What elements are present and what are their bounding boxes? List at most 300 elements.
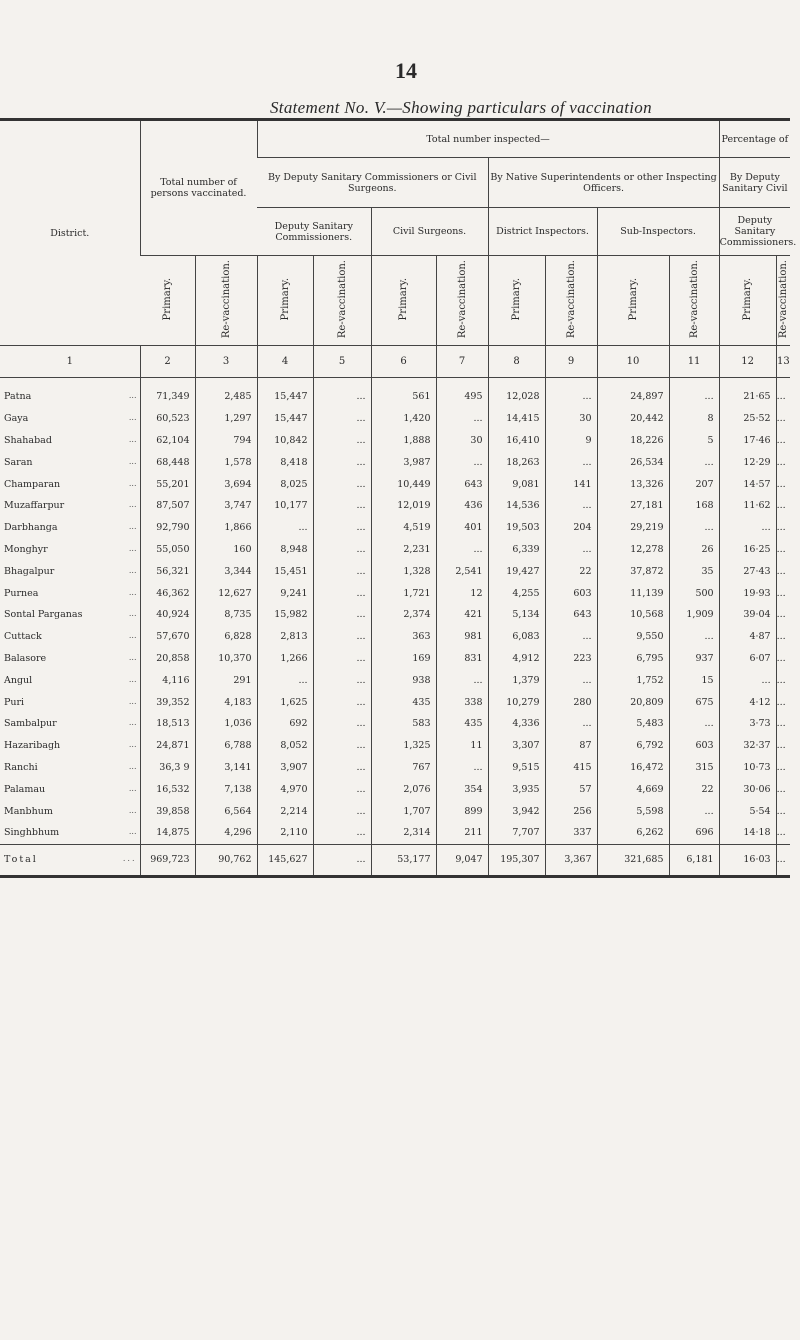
percentage-header: Percentage of <box>719 120 790 158</box>
data-cell: 6·07 <box>719 648 776 670</box>
district-cell <box>0 626 140 648</box>
data-cell: 9 <box>545 430 597 452</box>
district-name: Hazaribagh <box>4 740 61 752</box>
primary-label: Primary. <box>279 277 291 321</box>
data-cell: 87,507 <box>140 495 195 517</box>
table-row <box>0 539 790 561</box>
data-cell: ... <box>436 539 488 561</box>
data-cell: 2,813 <box>257 626 313 648</box>
data-cell: ... <box>545 713 597 735</box>
data-cell: 675 <box>669 691 719 713</box>
data-cell: 2,485 <box>195 386 257 408</box>
table-row <box>0 757 790 779</box>
data-cell: ... <box>313 757 371 779</box>
data-cell: 4,183 <box>195 691 257 713</box>
district-name: Gaya <box>4 413 29 425</box>
leader-dots: ... <box>128 500 137 510</box>
district-name: Muzaffarpur <box>4 500 65 512</box>
data-cell: ... <box>776 800 790 822</box>
data-cell: 421 <box>436 604 488 626</box>
district-name: Darbhanga <box>4 522 58 534</box>
data-cell: ... <box>313 582 371 604</box>
data-cell: 2,110 <box>257 822 313 844</box>
data-cell: 12 <box>436 582 488 604</box>
leader-dots: ... <box>128 631 137 641</box>
data-cell: 12·29 <box>719 451 776 473</box>
table-row <box>0 735 790 757</box>
data-cell: 16,472 <box>597 757 669 779</box>
leader-dots: ... <box>128 434 137 444</box>
primary-label: Primary. <box>742 277 754 321</box>
total-vaccinated-header: Total number of persons vaccinated. <box>140 120 257 256</box>
data-cell: 26 <box>669 539 719 561</box>
data-cell: 3·73 <box>719 713 776 735</box>
district-name: Sontal Parganas <box>4 609 83 621</box>
column-number: 11 <box>669 346 719 378</box>
leader-dots: ... <box>128 391 137 401</box>
data-cell: 10,279 <box>488 691 545 713</box>
data-cell: 5·54 <box>719 800 776 822</box>
primary-header <box>257 256 313 346</box>
spacer-cell <box>313 378 371 387</box>
leader-dots: ... <box>128 522 137 532</box>
data-cell: 195,307 <box>488 844 545 876</box>
district-name: Total <box>4 854 38 866</box>
data-cell: ... <box>669 626 719 648</box>
data-cell: 15,982 <box>257 604 313 626</box>
column-number: 4 <box>257 346 313 378</box>
district-cell <box>0 495 140 517</box>
data-cell: 435 <box>436 713 488 735</box>
data-cell: 4,255 <box>488 582 545 604</box>
data-cell: ... <box>669 713 719 735</box>
data-cell: 68,448 <box>140 451 195 473</box>
data-cell: 10,370 <box>195 648 257 670</box>
revaccination-header <box>436 256 488 346</box>
data-cell: 55,050 <box>140 539 195 561</box>
data-cell: ... <box>313 517 371 539</box>
district-cell <box>0 451 140 473</box>
revaccination-label: Re-vaccination. <box>565 259 577 339</box>
data-cell: 24,871 <box>140 735 195 757</box>
data-cell: 26,534 <box>597 451 669 473</box>
statement-title: Statement No. V.—Showing particulars of vaccination <box>270 98 652 117</box>
data-cell: 207 <box>669 473 719 495</box>
district-name: Puri <box>4 696 25 708</box>
district-cell <box>0 713 140 735</box>
data-cell: ... <box>545 539 597 561</box>
data-cell: 141 <box>545 473 597 495</box>
data-cell: 11·62 <box>719 495 776 517</box>
spacer-cell <box>371 378 436 387</box>
data-cell: ... <box>776 757 790 779</box>
data-cell: 643 <box>436 473 488 495</box>
data-cell: 401 <box>436 517 488 539</box>
data-cell: 12,627 <box>195 582 257 604</box>
data-cell: 767 <box>371 757 436 779</box>
data-cell: 363 <box>371 626 436 648</box>
data-cell: 3,344 <box>195 560 257 582</box>
column-number: 3 <box>195 346 257 378</box>
data-cell: ... <box>776 582 790 604</box>
spacer-cell <box>669 378 719 387</box>
data-cell: 14·57 <box>719 473 776 495</box>
data-cell: 6,792 <box>597 735 669 757</box>
data-cell: 16·25 <box>719 539 776 561</box>
data-cell: 4·12 <box>719 691 776 713</box>
data-cell: 3,747 <box>195 495 257 517</box>
table-row <box>0 713 790 735</box>
vaccination-table <box>0 118 797 878</box>
data-cell: 981 <box>436 626 488 648</box>
data-cell: ... <box>313 495 371 517</box>
data-cell: ... <box>545 451 597 473</box>
data-cell: 5,598 <box>597 800 669 822</box>
data-cell: 969,723 <box>140 844 195 876</box>
table-row <box>0 386 790 408</box>
data-cell: 30 <box>545 408 597 430</box>
district-cell <box>0 800 140 822</box>
district-cell <box>0 604 140 626</box>
data-cell: 14,415 <box>488 408 545 430</box>
data-cell: ... <box>776 451 790 473</box>
column-number: 5 <box>313 346 371 378</box>
data-cell: ... <box>313 822 371 844</box>
data-cell: 4,336 <box>488 713 545 735</box>
data-cell: ... <box>313 691 371 713</box>
district-cell <box>0 669 140 691</box>
data-cell: 1,707 <box>371 800 436 822</box>
data-cell: 831 <box>436 648 488 670</box>
primary-label: Primary. <box>398 277 410 321</box>
district-cell <box>0 517 140 539</box>
data-cell: 2,214 <box>257 800 313 822</box>
data-cell: ... <box>669 517 719 539</box>
data-cell: 15,451 <box>257 560 313 582</box>
data-cell: 315 <box>669 757 719 779</box>
column-number-row <box>0 346 790 378</box>
data-cell: ... <box>313 560 371 582</box>
leader-dots: ... <box>128 543 137 553</box>
district-name: Ranchi <box>4 761 38 773</box>
district-name: Angul <box>4 674 33 686</box>
data-cell: 22 <box>545 560 597 582</box>
primary-label: Primary. <box>161 277 173 321</box>
data-cell: ... <box>313 473 371 495</box>
leader-dots: ... <box>128 827 137 837</box>
district-cell <box>0 822 140 844</box>
data-cell: ... <box>776 517 790 539</box>
district-name: Monghyr <box>4 543 48 555</box>
data-cell: 9,047 <box>436 844 488 876</box>
vaccination-table-wrapper <box>0 118 800 878</box>
data-cell: 938 <box>371 669 436 691</box>
data-cell: ... <box>776 604 790 626</box>
data-cell: 92,790 <box>140 517 195 539</box>
data-cell: ... <box>776 386 790 408</box>
data-cell: 8 <box>669 408 719 430</box>
leader-dots: ... <box>128 783 137 793</box>
data-cell: 6,339 <box>488 539 545 561</box>
data-cell: ... <box>313 669 371 691</box>
data-cell: 25·52 <box>719 408 776 430</box>
data-cell: 1,888 <box>371 430 436 452</box>
leader-dots: ... <box>128 761 137 771</box>
district-cell <box>0 691 140 713</box>
table-row <box>0 582 790 604</box>
data-cell: 15,447 <box>257 408 313 430</box>
data-cell: 794 <box>195 430 257 452</box>
data-cell: 583 <box>371 713 436 735</box>
data-cell: ... <box>313 430 371 452</box>
by-deputy-civil-pct-header: By Deputy Sanitary Civil <box>719 158 790 208</box>
data-cell: 15 <box>669 669 719 691</box>
data-cell: 16,532 <box>140 778 195 800</box>
data-cell: 12,278 <box>597 539 669 561</box>
data-cell: ... <box>313 451 371 473</box>
data-cell: 39,352 <box>140 691 195 713</box>
district-cell <box>0 386 140 408</box>
primary-header <box>488 256 545 346</box>
data-cell: ... <box>257 517 313 539</box>
data-cell: 35 <box>669 560 719 582</box>
data-cell: 415 <box>545 757 597 779</box>
district-cell <box>0 778 140 800</box>
data-cell: ... <box>313 713 371 735</box>
data-cell: 145,627 <box>257 844 313 876</box>
data-cell: 53,177 <box>371 844 436 876</box>
data-cell: 1,266 <box>257 648 313 670</box>
district-cell <box>0 560 140 582</box>
data-cell: 899 <box>436 800 488 822</box>
column-number: 10 <box>597 346 669 378</box>
data-cell: 40,924 <box>140 604 195 626</box>
data-cell: 11,139 <box>597 582 669 604</box>
column-number: 9 <box>545 346 597 378</box>
data-cell: ... <box>669 800 719 822</box>
district-cell <box>0 844 140 876</box>
leader-dots: ... <box>128 565 137 575</box>
revaccination-header <box>776 256 790 346</box>
table-row <box>0 691 790 713</box>
data-cell: ... <box>776 626 790 648</box>
data-cell: 10,568 <box>597 604 669 626</box>
district-cell <box>0 735 140 757</box>
district-cell <box>0 757 140 779</box>
table-row <box>0 430 790 452</box>
data-cell: 1,325 <box>371 735 436 757</box>
data-cell: ... <box>545 386 597 408</box>
data-cell: ... <box>776 691 790 713</box>
district-cell <box>0 473 140 495</box>
data-cell: 29,219 <box>597 517 669 539</box>
data-cell: ... <box>719 669 776 691</box>
spacer-cell <box>0 378 140 387</box>
data-cell: 5,134 <box>488 604 545 626</box>
data-cell: 10,842 <box>257 430 313 452</box>
revaccination-label: Re-vaccination. <box>777 259 789 339</box>
revaccination-header <box>195 256 257 346</box>
data-cell: 12,019 <box>371 495 436 517</box>
data-cell: ... <box>313 626 371 648</box>
data-cell: 18,263 <box>488 451 545 473</box>
data-cell: ... <box>436 757 488 779</box>
data-cell: 561 <box>371 386 436 408</box>
revaccination-label: Re-vaccination. <box>688 259 700 339</box>
data-cell: 57 <box>545 778 597 800</box>
data-cell: 11 <box>436 735 488 757</box>
data-cell: ... <box>436 669 488 691</box>
data-cell: 39,858 <box>140 800 195 822</box>
leader-dots: ... <box>128 805 137 815</box>
data-cell: 20,858 <box>140 648 195 670</box>
data-cell: ... <box>669 451 719 473</box>
data-cell: ... <box>719 517 776 539</box>
data-cell: 22 <box>669 778 719 800</box>
data-cell: 6,828 <box>195 626 257 648</box>
data-cell: 435 <box>371 691 436 713</box>
spacer-cell <box>597 378 669 387</box>
leader-dots: ... <box>128 740 137 750</box>
revaccination-label: Re-vaccination. <box>456 259 468 339</box>
data-cell: 24,897 <box>597 386 669 408</box>
data-cell: 4,519 <box>371 517 436 539</box>
district-cell <box>0 408 140 430</box>
data-cell: ... <box>776 408 790 430</box>
leader-dots: ... <box>122 854 137 864</box>
district-name: Sambalpur <box>4 718 57 730</box>
data-cell: 14,875 <box>140 822 195 844</box>
district-inspectors-header: District Inspectors. <box>488 208 597 256</box>
district-name: Singhbhum <box>4 827 60 839</box>
data-cell: 500 <box>669 582 719 604</box>
spacer-cell <box>776 378 790 387</box>
data-cell: 60,523 <box>140 408 195 430</box>
data-cell: 56,321 <box>140 560 195 582</box>
data-cell: 6,181 <box>669 844 719 876</box>
data-cell: 337 <box>545 822 597 844</box>
data-cell: 2,374 <box>371 604 436 626</box>
data-cell: 30 <box>436 430 488 452</box>
data-cell: 937 <box>669 648 719 670</box>
data-cell: 4·87 <box>719 626 776 648</box>
data-cell: 1,909 <box>669 604 719 626</box>
data-cell: 6,564 <box>195 800 257 822</box>
by-deputy-civil-header: By Deputy Sanitary Commissioners or Civil Surgeons. <box>257 158 488 208</box>
data-cell: 32·37 <box>719 735 776 757</box>
district-cell <box>0 539 140 561</box>
data-cell: 1,036 <box>195 713 257 735</box>
data-cell: 55,201 <box>140 473 195 495</box>
data-cell: 2,076 <box>371 778 436 800</box>
column-number: 6 <box>371 346 436 378</box>
data-cell: ... <box>545 626 597 648</box>
spacer-cell <box>140 378 195 387</box>
data-cell: 7,138 <box>195 778 257 800</box>
data-cell: 90,762 <box>195 844 257 876</box>
data-cell: 3,935 <box>488 778 545 800</box>
data-cell: 4,970 <box>257 778 313 800</box>
column-number: 8 <box>488 346 545 378</box>
total-inspected-header: Total number inspected— <box>257 120 719 158</box>
data-cell: 16,410 <box>488 430 545 452</box>
data-cell: ... <box>776 669 790 691</box>
data-cell: 1,420 <box>371 408 436 430</box>
leader-dots: ... <box>128 609 137 619</box>
data-cell: ... <box>776 560 790 582</box>
data-cell: 291 <box>195 669 257 691</box>
leader-dots: ... <box>128 652 137 662</box>
primary-header <box>597 256 669 346</box>
column-number: 12 <box>719 346 776 378</box>
leader-dots: ... <box>128 413 137 423</box>
leader-dots: ... <box>128 674 137 684</box>
data-cell: 495 <box>436 386 488 408</box>
data-cell: ... <box>313 800 371 822</box>
data-cell: ... <box>669 386 719 408</box>
data-cell: 12,028 <box>488 386 545 408</box>
column-number: 7 <box>436 346 488 378</box>
data-cell: 338 <box>436 691 488 713</box>
data-cell: 9,515 <box>488 757 545 779</box>
data-cell: ... <box>313 539 371 561</box>
data-cell: ... <box>776 539 790 561</box>
table-row <box>0 626 790 648</box>
data-cell: ... <box>545 495 597 517</box>
data-cell: ... <box>776 713 790 735</box>
spacer-cell <box>195 378 257 387</box>
leader-dots: ... <box>128 696 137 706</box>
data-cell: ... <box>313 735 371 757</box>
data-cell: 9,081 <box>488 473 545 495</box>
revaccination-label: Re-vaccination. <box>220 259 232 339</box>
data-cell: ... <box>313 386 371 408</box>
primary-header <box>140 256 195 346</box>
data-cell: 27,181 <box>597 495 669 517</box>
data-cell: 19,503 <box>488 517 545 539</box>
table-row <box>0 408 790 430</box>
data-cell: 4,912 <box>488 648 545 670</box>
data-cell: 14,536 <box>488 495 545 517</box>
data-cell: 8,948 <box>257 539 313 561</box>
data-cell: 643 <box>545 604 597 626</box>
table-row <box>0 451 790 473</box>
data-cell: ... <box>776 495 790 517</box>
data-cell: 696 <box>669 822 719 844</box>
data-cell: ... <box>313 778 371 800</box>
primary-label: Primary. <box>627 277 639 321</box>
table-row <box>0 800 790 822</box>
data-cell: 21·65 <box>719 386 776 408</box>
data-cell: 6,262 <box>597 822 669 844</box>
leader-dots: ... <box>128 456 137 466</box>
data-cell: 1,625 <box>257 691 313 713</box>
data-cell: 6,795 <box>597 648 669 670</box>
revaccination-header <box>669 256 719 346</box>
data-cell: 15,447 <box>257 386 313 408</box>
district-name: Balasore <box>4 652 47 664</box>
table-row <box>0 648 790 670</box>
data-cell: 30·06 <box>719 778 776 800</box>
district-cell <box>0 430 140 452</box>
data-cell: 168 <box>669 495 719 517</box>
data-cell: 1,297 <box>195 408 257 430</box>
data-cell: ... <box>545 669 597 691</box>
data-cell: ... <box>776 822 790 844</box>
district-name: Saran <box>4 456 33 468</box>
data-cell: 1,328 <box>371 560 436 582</box>
data-cell: 87 <box>545 735 597 757</box>
